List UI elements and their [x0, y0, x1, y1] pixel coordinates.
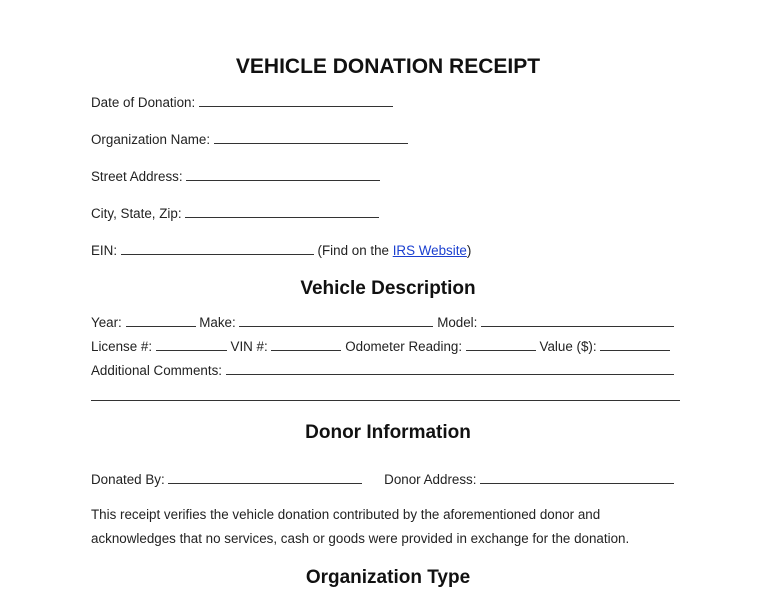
donated-by-label: Donated By:	[91, 472, 165, 487]
donor-address-field[interactable]	[480, 471, 674, 484]
irs-website-link[interactable]: IRS Website	[392, 243, 467, 258]
additional-comments-line-2[interactable]	[91, 400, 680, 401]
ein-label: EIN:	[91, 243, 118, 258]
date-label: Date of Donation:	[91, 95, 196, 110]
donated-by-field[interactable]	[168, 471, 362, 484]
street-address-row	[91, 168, 380, 184]
year-label: Year:	[91, 315, 122, 330]
odometer-label: Odometer Reading:	[345, 339, 463, 354]
year-field[interactable]	[126, 314, 196, 327]
license-label: License #:	[91, 339, 153, 354]
ein-note-prefix: (Find on the	[317, 243, 393, 258]
page-title: VEHICLE DONATION RECEIPT	[235, 55, 541, 78]
ein-field[interactable]	[121, 242, 314, 255]
vin-field[interactable]	[271, 338, 341, 351]
make-label: Make:	[199, 315, 236, 330]
street-address-field[interactable]	[186, 168, 380, 181]
receipt-statement-line-2: acknowledges that no services, cash or goods were provided in exchange for the donation.	[91, 531, 630, 546]
additional-comments-label: Additional Comments:	[91, 363, 222, 378]
make-field[interactable]	[239, 314, 433, 327]
donor-address-label: Donor Address:	[384, 472, 477, 487]
value-label: Value ($):	[539, 339, 597, 354]
organization-type-heading: Organization Type	[305, 567, 471, 588]
vehicle-description-heading: Vehicle Description	[300, 278, 476, 299]
value-field[interactable]	[600, 338, 670, 351]
odometer-field[interactable]	[466, 338, 536, 351]
street-address-label: Street Address:	[91, 169, 183, 184]
license-field[interactable]	[156, 338, 227, 351]
model-field[interactable]	[481, 314, 674, 327]
receipt-statement-line-1: This receipt verifies the vehicle donation contributed by the aforementioned donor and	[91, 507, 601, 522]
ein-note-suffix: )	[466, 243, 472, 258]
organization-name-label: Organization Name:	[91, 132, 211, 147]
additional-comments-field[interactable]	[226, 362, 674, 375]
city-state-zip-field[interactable]	[185, 205, 379, 218]
city-state-zip-row	[91, 205, 379, 221]
city-state-zip-label: City, State, Zip:	[91, 206, 182, 221]
year-make-model-row	[91, 314, 674, 330]
ein-row	[91, 242, 471, 258]
donor-information-heading: Donor Information	[305, 422, 471, 443]
date-of-donation-row	[91, 94, 393, 110]
license-vin-odometer-value-row	[91, 338, 670, 354]
organization-name-field[interactable]	[214, 131, 408, 144]
vin-label: VIN #:	[230, 339, 268, 354]
date-field[interactable]	[199, 94, 393, 107]
model-label: Model:	[437, 315, 478, 330]
organization-name-row	[91, 131, 408, 147]
donor-row	[91, 471, 674, 487]
additional-comments-row	[91, 362, 674, 378]
